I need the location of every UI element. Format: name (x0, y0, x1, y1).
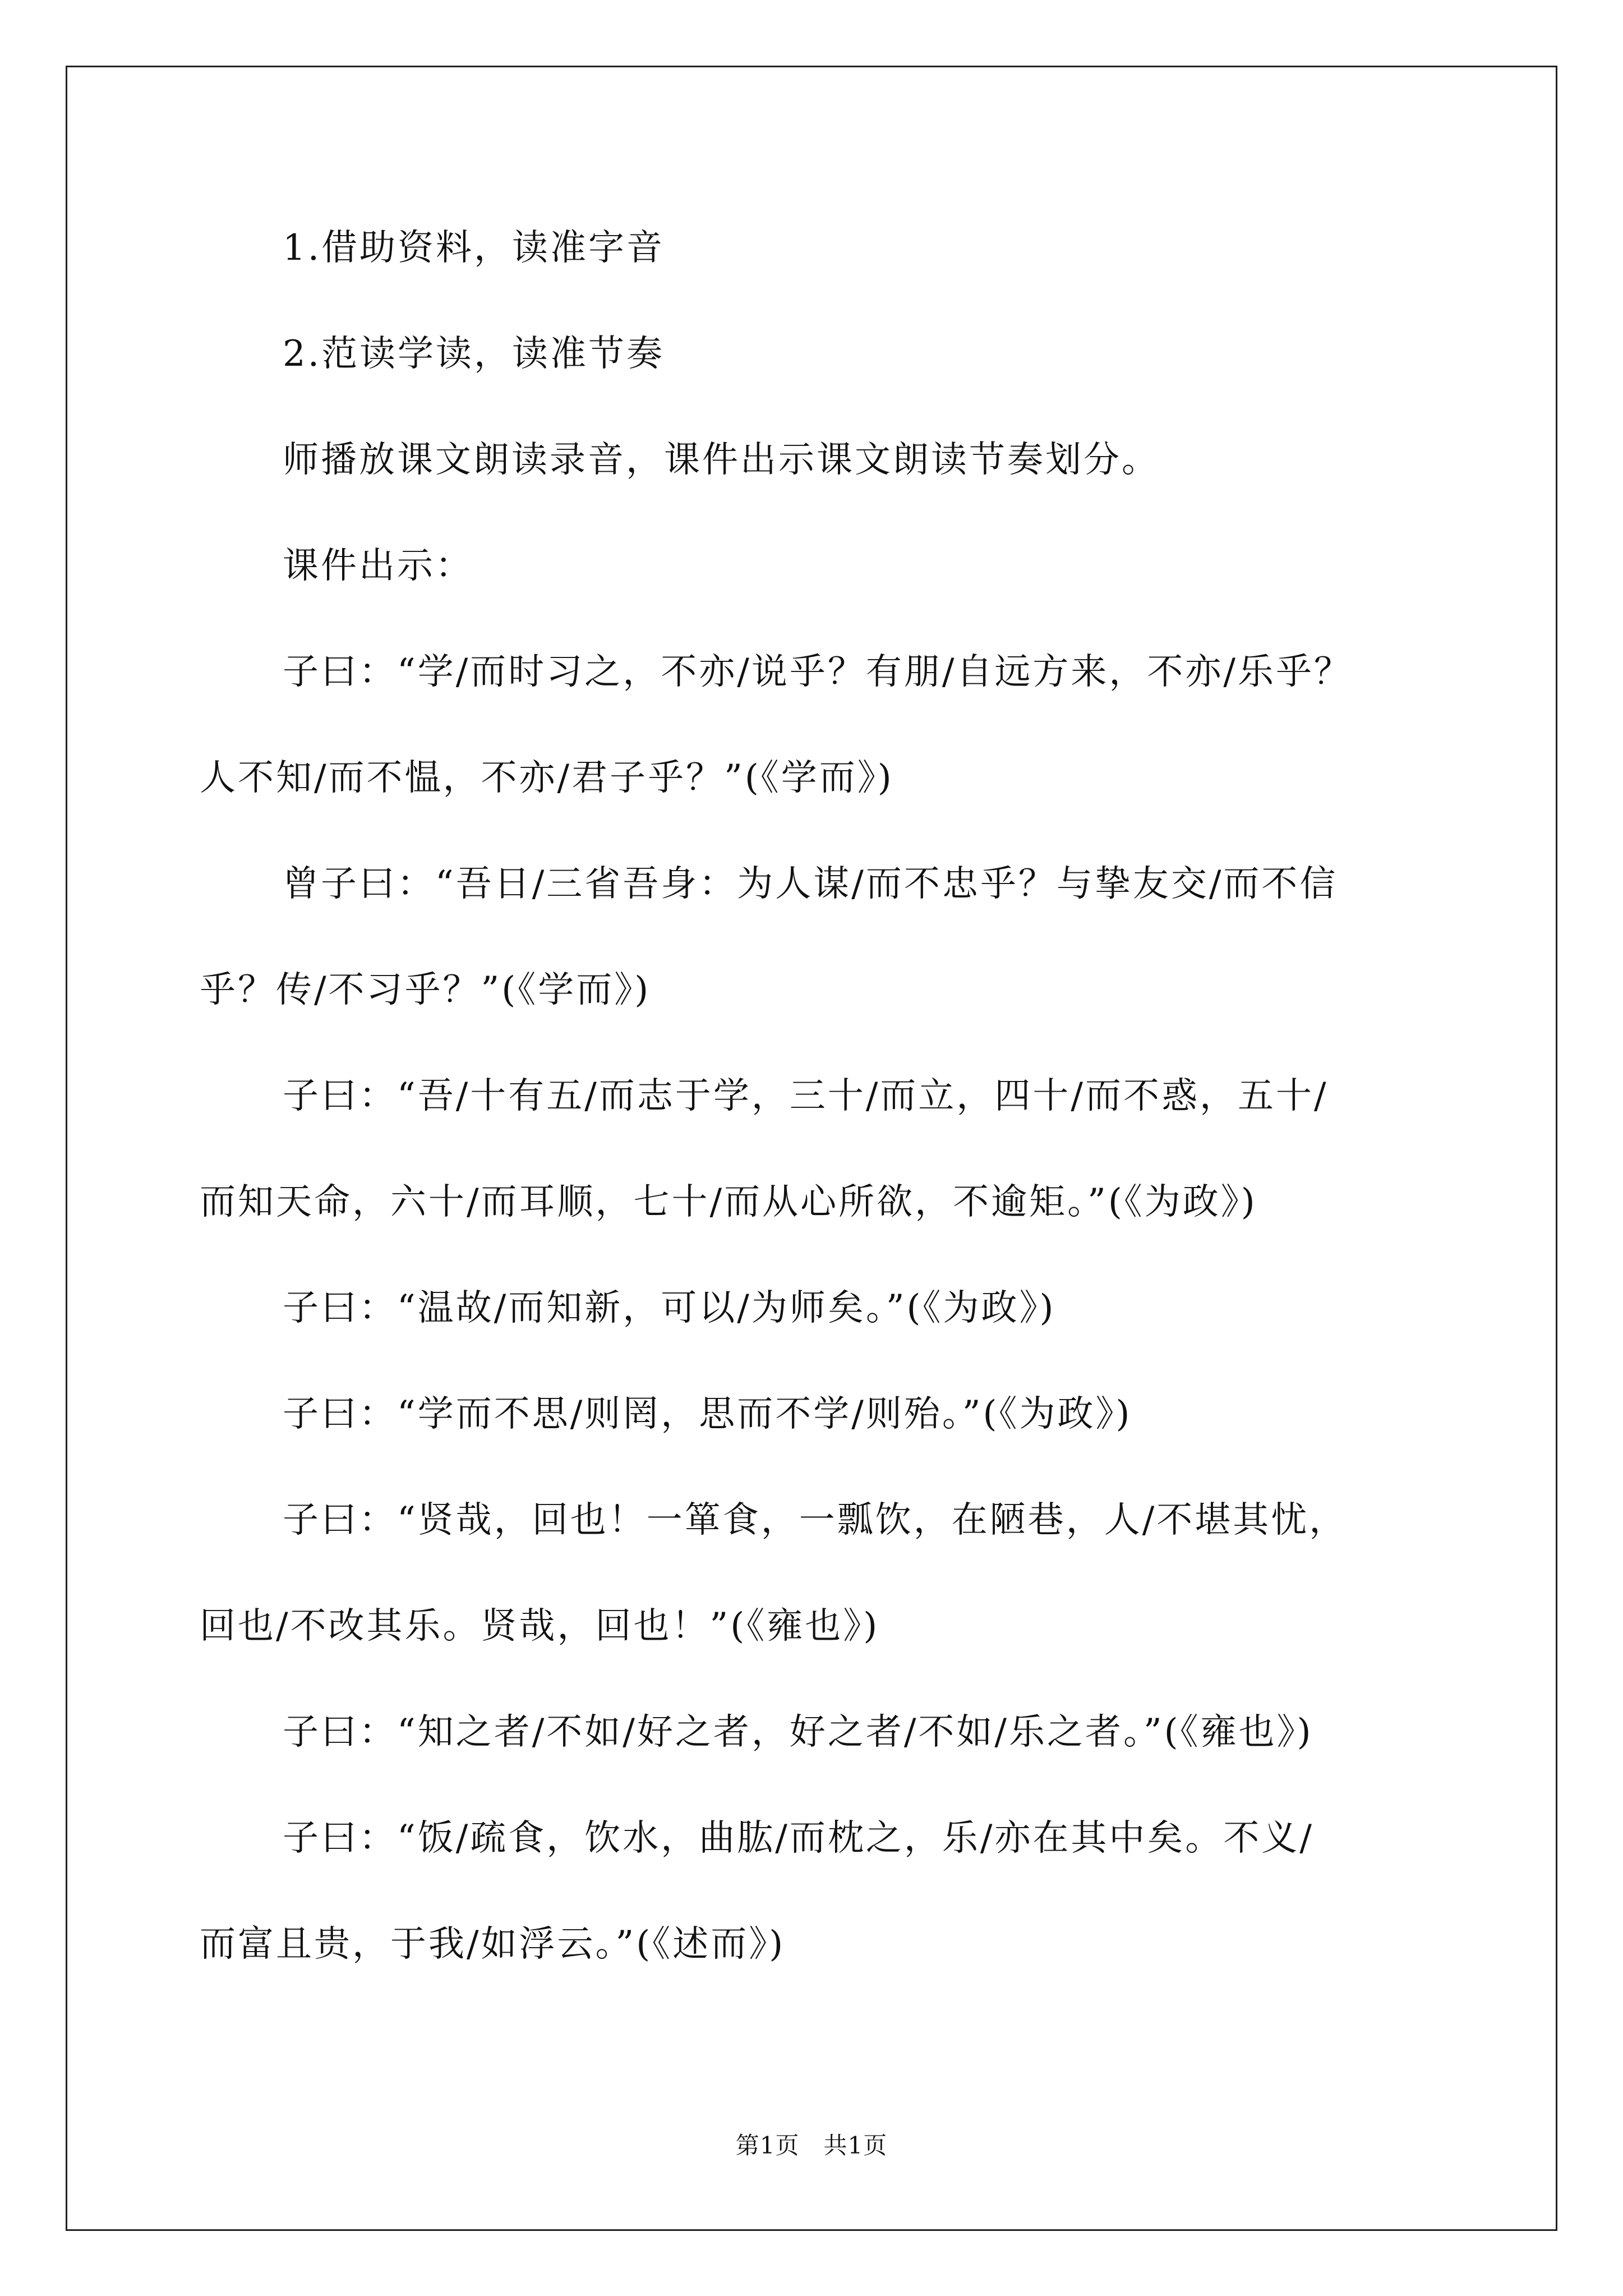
text-line: 乎？传/不习乎？”(《学而》) (200, 969, 651, 1011)
text-line: 师播放课文朗读录音，课件出示课文朗读节奏划分。 (283, 439, 1160, 481)
text-line: 而知天命，六十/而耳顺，七十/而从心所欲，不逾矩。”(《为政》) (200, 1181, 1257, 1223)
text-line: 子曰：“学/而时习之，不亦/说乎？有朋/自远方来，不亦/乐乎？ (283, 651, 1352, 693)
text-line: 子曰：“饭/疏食，饮水，曲肱/而枕之，乐/亦在其中矣。不义/ (283, 1818, 1314, 1859)
text-line: 回也/不改其乐。贤哉，回也！”(《雍也》) (200, 1605, 880, 1647)
page-number: 第1页 共1页 (735, 2132, 888, 2159)
text-line: 曾子曰：“吾日/三省吾身：为人谋/而不忠乎？与挚友交/而不信 (283, 863, 1338, 905)
text-line: 而富且贵，于我/如浮云。”(《述而》) (200, 1924, 786, 1965)
text-line: 1.借助资料，读准字音 (283, 227, 665, 269)
text-line: 人不知/而不愠，不亦/君子乎？”(《学而》) (200, 757, 894, 799)
text-line: 子曰：“温故/而知新，可以/为师矣。”(《为政》) (283, 1287, 1056, 1329)
page-border (66, 66, 1557, 2231)
text-line: 子曰：“吾/十有五/而志于学，三十/而立，四十/而不惑，五十/ (283, 1075, 1329, 1117)
text-line: 子曰：“知之者/不如/好之者，好之者/不如/乐之者。”(《雍也》) (283, 1711, 1313, 1753)
text-line: 子曰：“贤哉，回也！一箪食，一瓢饮，在陋巷，人/不堪其忧， (283, 1499, 1348, 1541)
text-line: 2.范读学读，读准节奏 (283, 333, 665, 375)
text-line: 子曰：“学而不思/则罔，思而不学/则殆。”(《为政》) (283, 1393, 1132, 1435)
text-line: 课件出示： (283, 545, 473, 587)
